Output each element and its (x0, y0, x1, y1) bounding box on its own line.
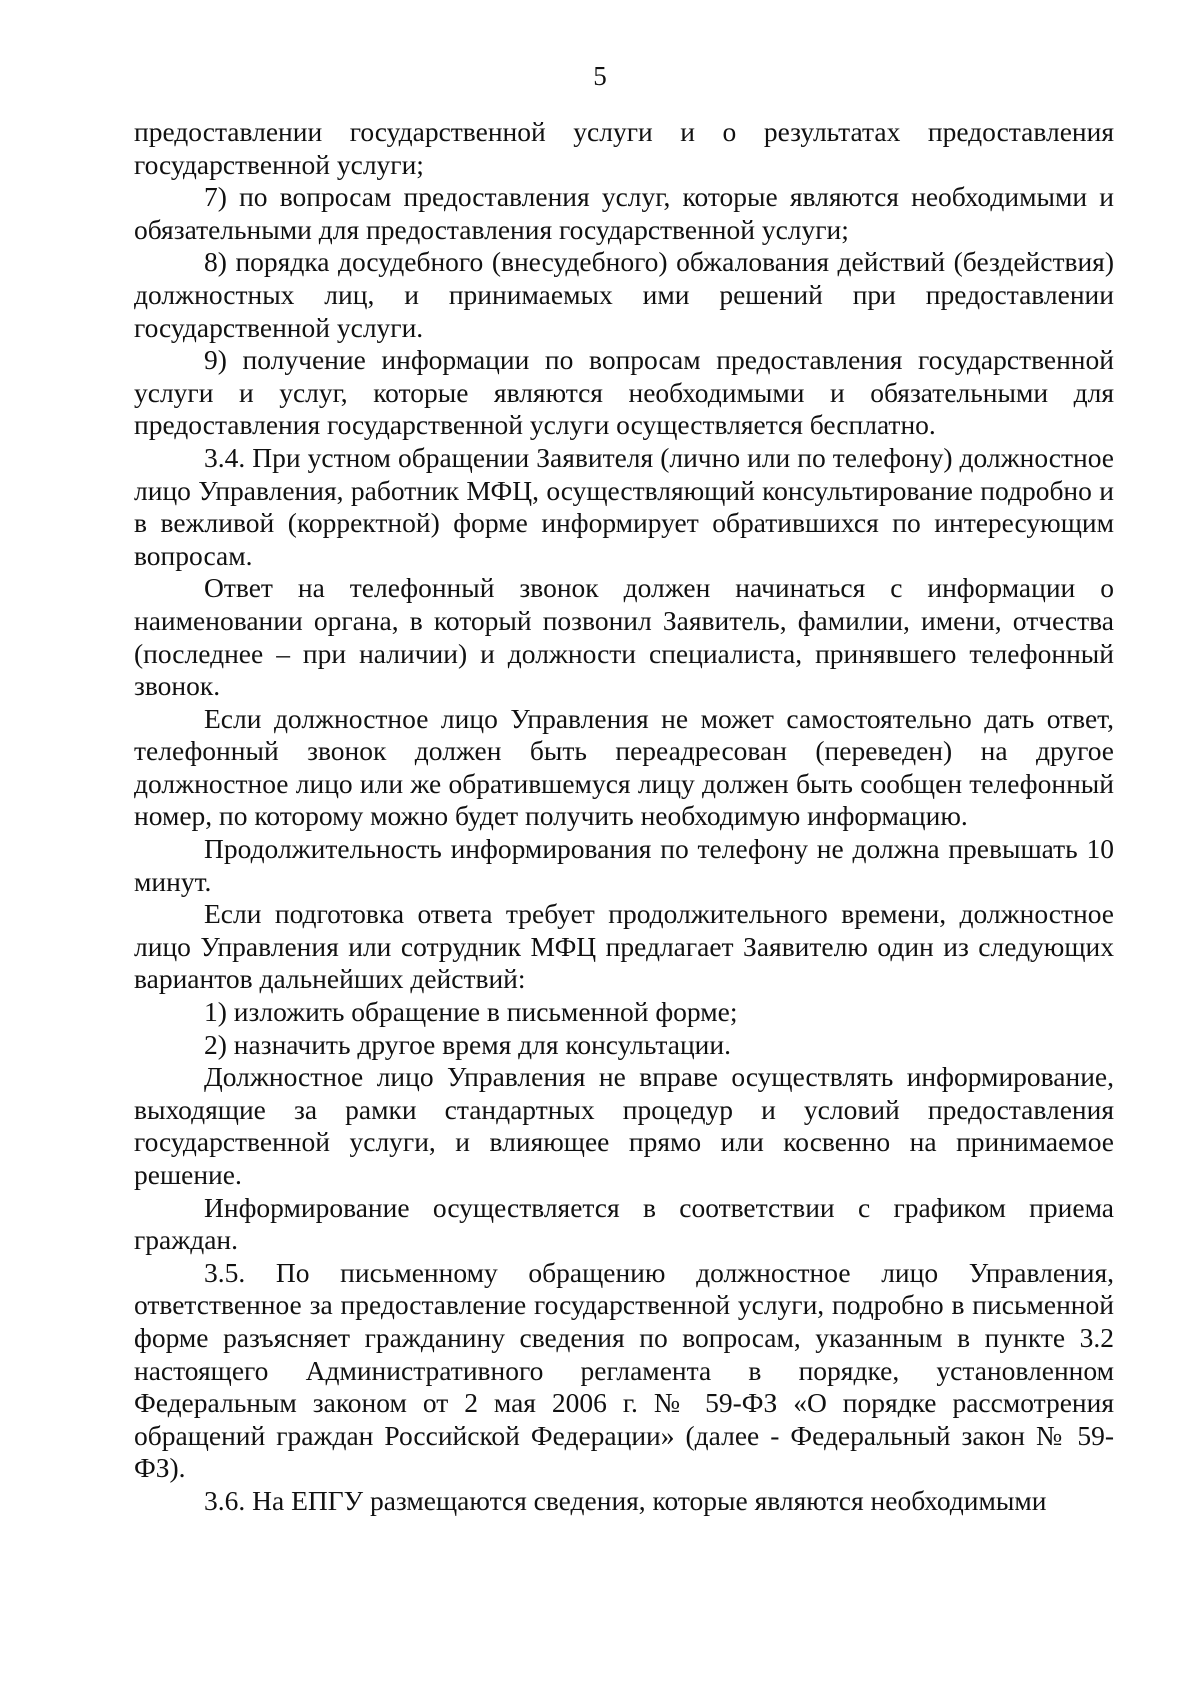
paragraph-redirect: Если должностное лицо Управления не может самостоятельно дать ответ, телефонный звонок должен быть переадресован (переведен) на другое должностное лицо или же обратившемуся лицу должен быть сообщен телефонный номер, по которому можно будет получить необходимую информацию. (134, 702, 1114, 832)
paragraph-section-3-5: 3.5. По письменному обращению должностное лицо Управления, ответственное за предоставление государственной услуги, подробно в письменной форме разъясняет гражданину сведения по вопросам, указанным в пункте 3.2 настоящего Административного регламента в порядке, установленном Федеральным законом от 2 мая 2006 г. № 59-ФЗ «О порядке рассмотрения обращений граждан Российской Федерации» (далее - Федеральный закон № 59-ФЗ). (134, 1256, 1114, 1484)
paragraph-item-9: 9) получение информации по вопросам предоставления государственной услуги и услуг, которые являются необходимыми и обязательными для предоставления государственной услуги осуществляется бесплатно. (134, 344, 1114, 441)
paragraph-schedule: Информирование осуществляется в соответствии с графиком приема граждан. (134, 1191, 1114, 1256)
paragraph-duration: Продолжительность информирования по телефону не должна превышать 10 минут. (134, 833, 1114, 897)
paragraph-section-3-6: 3.6. На ЕПГУ размещаются сведения, которые являются необходимыми (204, 1484, 1047, 1516)
page-number: 5 (593, 61, 607, 91)
paragraph-phone-answer: Ответ на телефонный звонок должен начинаться с информации о наименовании органа, в который позвонил Заявитель, фамилии, имени, отчества (последнее – при наличии) и должности специалиста, принявшего телефонный звонок. (134, 572, 1114, 702)
paragraph-item-7: 7) по вопросам предоставления услуг, которые являются необходимыми и обязательными для предоставления государственной услуги; (134, 181, 1114, 245)
paragraph-section-3-4: 3.4. При устном обращении Заявителя (лично или по телефону) должностное лицо Управления, работник МФЦ, осуществляющий консультирование подробно и в вежливой (корректной) форме информирует обратившихся по интересующим вопросам. (134, 441, 1114, 571)
paragraph-restriction: Должностное лицо Управления не вправе осуществлять информирование, выходящие за рамки стандартных процедур и условий предоставления государственной услуги, и влияющее прямо или косвенно на принимаемое решение. (134, 1061, 1114, 1190)
paragraph-continuation: предоставлении государственной услуги и о результатах предоставления государственной услуги; (134, 116, 1114, 180)
paragraph-option-1: 1) изложить обращение в письменной форме; (204, 996, 738, 1028)
document-body (134, 116, 1114, 1518)
paragraph-option-2: 2) назначить другое время для консультации. (204, 1028, 731, 1060)
paragraph-long-preparation: Если подготовка ответа требует продолжительного времени, должностное лицо Управления или сотрудник МФЦ предлагает Заявителю один из следующих вариантов дальнейших действий: (134, 898, 1114, 995)
paragraph-item-8: 8) порядка досудебного (внесудебного) обжалования действий (бездействия) должностных лиц, и принимаемых ими решений при предоставлении государственной услуги. (134, 246, 1114, 343)
